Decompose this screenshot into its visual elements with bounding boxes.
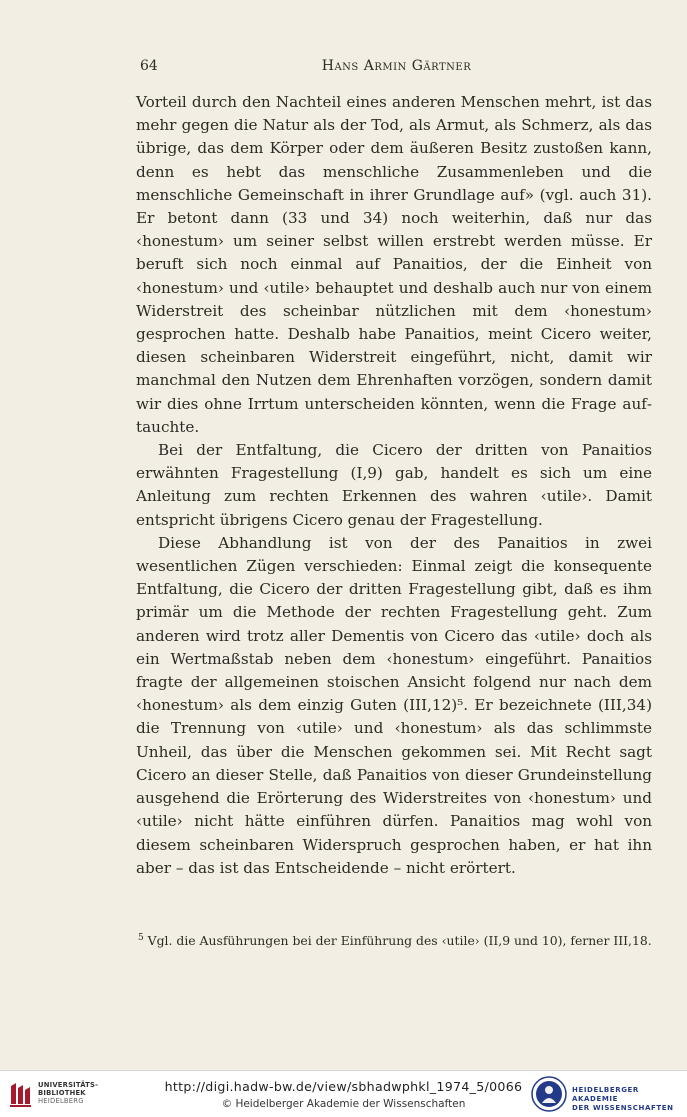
body-text [136,91,652,880]
page-header [140,58,653,78]
running-head: Hans Armin Gärtner [321,58,472,74]
library-name-line: HEIDELBERG [38,1097,84,1105]
footnote-text: Vgl. die Ausführungen bei der Einführung des ‹utile› (II,9 und 10), ferner III,18. [143,933,652,949]
permalink-url[interactable]: http://digi.hadw-bw.de/view/sbhadwphkl_1974_5/0066 [164,1079,523,1094]
paragraph-2: Bei der Entfaltung, die Cicero der dritten von Panaitios erwähnten Fragestellung (I,9) gab, handelt es sich um eine Anleitung zum rechten Erkennen des wahren ‹utile›. Damit entspricht übrigens Cicero genau der Fragestellung. [136,441,652,529]
academy-name-line: HEIDELBERGER AKADEMIE [572,1086,639,1103]
academy-name [572,1086,687,1113]
library-name-line: BIBLIOTHEK [38,1089,86,1097]
copyright-notice: © Heidelberger Akademie der Wissenschaften [221,1098,466,1110]
library-name-line: UNIVERSITÄTS- [38,1081,99,1089]
academy-name-line: DER WISSENSCHAFTEN [572,1104,674,1112]
digitization-footer [0,1070,687,1117]
footnote-marker: 5 [138,933,144,943]
paragraph-3: Diese Abhandlung ist von der des Panaitios in zwei wesentlichen Zügen verschieden: Einmal zeigt die konsequente Entfaltung, die Cicero der dritten Fragestellung gibt, daß es ihm primär um die Methode der rechten Fragestellung geht. Zum anderen wird trotz aller Dementis von Cicero das ‹utile› doch als ein Wertmaßstab neben dem ‹honestum› eingeführt. Panaitios fragte der allgemeinen stoischen Ansicht folgend nur nach dem ‹honestum› als dem einzig Guten (III,12)⁵. Er bezeichnete (III,34) die Trennung von ‹utile› und ‹honestum› als das schlimmste Unheil, das über die Menschen gekommen sei. Mit Recht sagt Cicero an dieser Stelle, daß Panaitios von dieser Grundeinstellung ausgehend die Erörterung des Widerstreites von ‹honestum› und ‹utile› nicht hätte einführen dürfen. Panaitios mag wohl von diesem scheinbaren Widerspruch gesprochen haben, er hat ihn aber – das ist das Entscheidende – nicht erörtert. [136,533,652,877]
paragraph-1: Vorteil durch den Nachteil eines anderen Menschen mehrt, ist das mehr gegen die Natur als der Tod, als Armut, als Schmerz, als das übrige, das dem Körper oder dem äußeren Besitz zustoßen kann, denn es hebt das menschliche Zusammenleben und die menschliche Gemeinschaft in ihrer Grundlage auf» (vgl. auch 31). Er betont dann (33 und 34) noch weiterhin, daß nur das ‹honestum› um seiner selbst willen erstrebt werden müsse. Er beruft sich noch einmal auf Panaitios, der die Einheit von ‹honestum› und ‹utile› behauptet und deshalb auch nur von einem Widerstreit des scheinbar nützlichen mit dem ‹honestum› gesprochen hatte. Deshalb habe Panaitios, meint Cicero weiter, diesen scheinbaren Widerstreit eingeführt, nicht, damit wir manchmal den Nutzen dem Ehrenhaften vorzögen, sondern damit wir dies ohne Irrtum unterscheiden könnten, wenn die Frage auftauchte. [136,93,652,436]
footnote [138,929,652,950]
page-number: 64 [140,58,158,74]
academy-seal-icon [531,1076,567,1112]
